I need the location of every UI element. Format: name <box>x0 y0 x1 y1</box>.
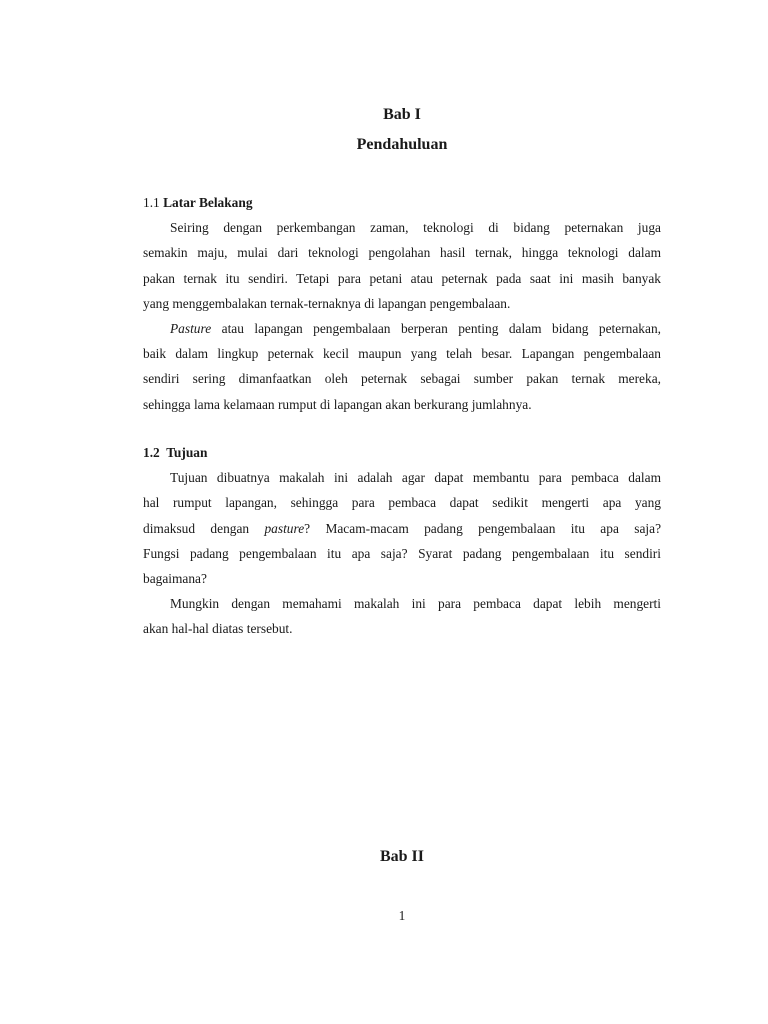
text-line: sehingga lama kelamaan rumput di lapangan akan berkurang jumlahnya. <box>143 396 532 412</box>
text-line: Tujuan dibuatnya makalah ini adalah agar dapat membantu para pembaca dalam <box>170 470 661 486</box>
text-line <box>143 516 661 541</box>
text-line: bagaimana? <box>143 571 207 587</box>
chapter-1-label: Bab I <box>383 106 421 123</box>
text-line: semakin maju, mulai dari teknologi pengolahan hasil ternak, hingga teknologi dalam <box>143 245 661 261</box>
italic-term: Pasture <box>170 321 212 337</box>
text-line: akan hal-hal diatas tersebut. <box>143 621 293 637</box>
section-number: 1.2 <box>143 445 160 460</box>
text-fragment: dimaksud dengan <box>143 520 265 536</box>
paragraph <box>143 316 661 417</box>
text-line: Mungkin dengan memahami makalah ini para pembaca dapat lebih mengerti <box>170 596 661 612</box>
paragraph <box>143 465 661 591</box>
text-fragment: atau lapangan pengembalaan berperan penting dalam bidang peternakan, <box>211 321 661 337</box>
section-title: Latar Belakang <box>163 195 253 210</box>
text-line: hal rumput lapangan, sehingga para pembaca dapat sedikit mengerti apa yang <box>143 495 661 511</box>
paragraph <box>143 591 661 641</box>
text-fragment: ? Macam-macam padang pengembalaan itu apa saja? <box>304 520 662 536</box>
text-line: pakan ternak itu sendiri. Tetapi para petani atau peternak pada saat ini masih banyak <box>143 270 661 286</box>
section-title: Tujuan <box>166 445 208 460</box>
section-heading <box>143 440 661 465</box>
text-line: Seiring dengan perkembangan zaman, teknologi di bidang peternakan juga <box>170 220 661 236</box>
italic-term: pasture <box>264 520 305 536</box>
text-line: Fungsi padang pengembalaan itu apa saja? Syarat padang pengembalaan itu sendiri <box>143 545 661 561</box>
page-number: 1 <box>398 908 406 923</box>
section-latar-belakang <box>143 190 661 417</box>
paragraph <box>143 215 661 316</box>
section-number: 1.1 <box>143 195 160 210</box>
text-line <box>143 316 661 341</box>
section-heading <box>143 190 661 215</box>
section-tujuan <box>143 440 661 642</box>
chapter-2-label: Bab II <box>379 848 425 865</box>
text-line: yang menggembalakan ternak-ternaknya di lapangan pengembalaan. <box>143 295 511 311</box>
chapter-1-title: Pendahuluan <box>356 136 448 153</box>
text-line: sendiri sering dimanfaatkan oleh peternak sebagai sumber pakan ternak mereka, <box>143 371 661 387</box>
text-line: baik dalam lingkup peternak kecil maupun yang telah besar. Lapangan pengembalaan <box>143 346 661 362</box>
